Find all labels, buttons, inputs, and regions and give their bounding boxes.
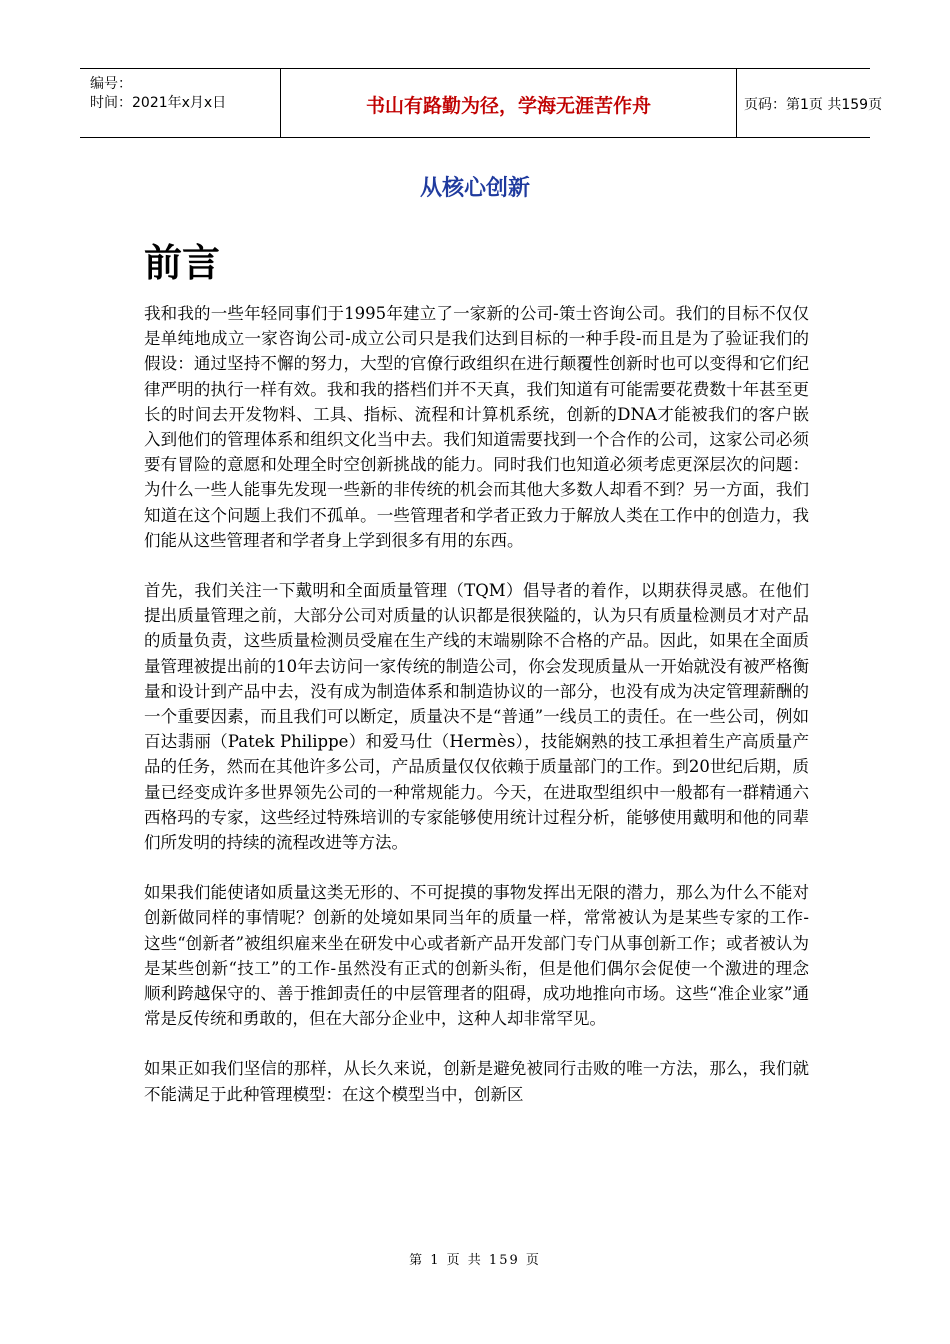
header-info-cell (80, 69, 280, 137)
paragraph-1: 我和我的一些年轻同事们于1995年建立了一家新的公司-策士咨询公司。我们的目标不仅仅是单纯地成立一家咨询公司-成立公司只是我们达到目标的一种手段-而且是为了验证我们的假设：通过坚持不懈的努力，大型的官僚行政组织在进行颠覆性创新时也可以变得和它们纪律严明的执行一样有效。我和我的搭档们并不天真，我们知道有可能需要花费数十年甚至更长的时间去开发物料、工具、指标、流程和计算机系统，创新的DNA才能被我们的客户嵌入到他们的管理体系和组织文化当中去。我们知道需要找到一个合作的公司，这家公司必须要有冒险的意愿和处理全时空创新挑战的能力。同时我们也知道必须考虑更深层次的问题：为什么一些人能事先发现一些新的非传统的机会而其他大多数人却看不到？另一方面，我们知道在这个问题上我们不孤单。一些管理者和学者正致力于解放人类在工作中的创造力，我们能从这些管理者和学者身上学到很多有用的东西。 (144, 304, 809, 550)
document-title: 从核心创新 (419, 176, 530, 201)
motto-text: 书山有路勤为径，学海无涯苦作舟 (365, 95, 651, 117)
header-motto-cell (280, 69, 737, 137)
page-footer: 第 1 页 共 159 页 (409, 1253, 541, 1268)
document-header (80, 68, 883, 138)
page-code: 页码：第1页 共159页 (744, 97, 883, 113)
paragraph-3: 如果我们能使诸如质量这类无形的、不可捉摸的事物发挥出无限的潜力，那么为什么不能对创新做同样的事情呢？创新的处境如果同当年的质量一样，常常被认为是某些专家的工作-这些“创新者”被组织雇来坐在研发中心或者新产品开发部门专门从事创新工作；或者被认为是某些创新“技工”的工作-虽然没有正式的创新头衔，但是他们偶尔会促使一个激进的理念顺利跨越保守的、善于推卸责任的中层管理者的阻碍，成功地推向市场。这些“准企业家”通常是反传统和勇敢的，但在大部分企业中，这种人却非常罕见。 (144, 883, 809, 1029)
body-text (144, 301, 809, 1132)
serial-label: 编号： (90, 76, 132, 92)
paragraph-2: 首先，我们关注一下戴明和全面质量管理（TQM）倡导者的着作，以期获得灵感。在他们提出质量管理之前，大部分公司对质量的认识都是很狭隘的，认为只有质量检测员才对产品的质量负责，这些质量检测员受雇在生产线的末端剔除不合格的产品。因此，如果在全面质量管理被提出前的10年去访问一家传统的制造公司，你会发现质量从一开始就没有被严格衡量和设计到产品中去，没有成为制造体系和制造协议的一部分，也没有成为决定管理薪酬的一个重要因素，而且我们可以断定，质量决不是“普通”一线员工的责任。在一些公司，例如百达翡丽（Patek Philippe）和爱马仕（Hermès），技能娴熟的技工承担着生产高质量产品的任务，然而在其他许多公司，产品质量仅仅依赖于质量部门的工作。到20世纪后期，质量已经变成许多世界领先公司的一种常规能力。今天，在进取型组织中一般都有一群精通六西格玛的专家，这些经过特殊培训的专家能够使用统计过程分析，能够使用戴明和他的同辈们所发明的持续的流程改进等方法。 (144, 581, 809, 853)
paragraph-4: 如果正如我们坚信的那样，从长久来说，创新是避免被同行击败的唯一方法，那么，我们就不能满足于此种管理模型：在这个模型当中，创新区 (144, 1059, 809, 1104)
section-heading: 前言 (144, 241, 221, 285)
time-label: 时间：2021年x月x日 (90, 95, 227, 111)
header-page-cell (736, 69, 883, 137)
